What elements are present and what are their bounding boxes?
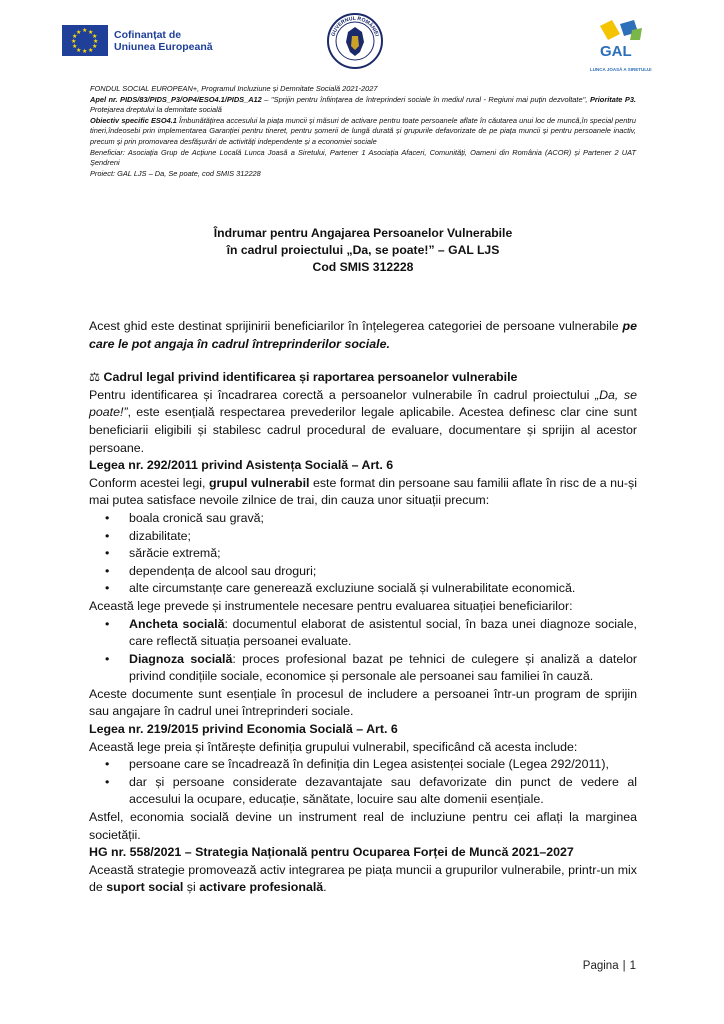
list-text: : proces profesional bazat pe tehnici de culegere și analiză a datelor privind condițiile sociale, economice și personale ale persoanei sau familiei în cauză. [129,651,637,684]
eu-logo-line2: Uniunea Europeană [114,40,213,53]
paragraph [89,387,637,457]
title-line3: Cod SMIS 312228 [312,260,414,274]
project-name: „Da, se poate!” [89,387,637,420]
document-body [89,318,637,897]
paragraph: Astfel, economia socială devine un instrument real de incluziune pentru cei aflați la marginea societății. [89,810,637,842]
list-text: : documentul elaborat de asistentul social, în baza unei diagnoze sociale, care reflectă situația persoanei evaluate. [129,616,637,649]
list-item: • dar și persoane considerate dezavantajate sau defavorizate din punct de vedere al accesului la ocupare, educație, sănătate, locuire sau alte domenii esențiale. [103,774,637,809]
paragraph [89,862,637,897]
list-item [103,651,637,686]
eu-logo-text [114,29,213,53]
page-label: Pagina [582,960,619,972]
intro-emphasis: pe care le pot angaja în cadrul întreprinderilor sociale. [89,319,637,351]
section-heading-law-292: Legea nr. 292/2011 privind Asistența Socială – Art. 6 [89,458,394,473]
funding-objective [90,116,636,148]
section-heading-legal: ⚖ Cadrul legal privind identificarea și raportarea persoanelor vulnerabile [89,370,518,385]
page-footer [583,960,636,972]
term-emphasis: activare profesională [199,880,324,895]
gal-logo-icon [590,18,646,60]
call-priority: Prioritate P3. [589,94,636,104]
gal-logo-subtext: LUNCA JOASĂ A SIRETULUI [590,67,652,72]
list-item: • dependența de alcool sau droguri; [103,563,637,581]
paragraph-text: . [323,880,327,895]
list-term: Ancheta socială [129,616,225,631]
funding-info [90,84,636,179]
paragraph: Această lege prevede și instrumentele necesare pentru evaluarea situației beneficiarilor: [89,598,573,613]
funding-line: FONDUL SOCIAL EUROPEAN+, Programul Incluziune și Demnitate Socială 2021-2027 [90,84,378,93]
paragraph [89,475,637,510]
paragraph: Aceste documente sunt esențiale în procesul de includere a persoanei într-un program de sprijin sau angajare în cadrul unei întreprinderi sociale. [89,686,637,719]
call-title: – ''Sprijin pentru înființarea de întreprinderi sociale în mediul rural - Regiuni mai puțin dezvoltate'', [261,94,590,104]
intro-paragraph [89,318,637,353]
page-number: 1 [629,960,636,972]
funding-beneficiary: Beneficiar: Asociația Grup de Acțiune Locală Lunca Joasă a Siretului, Partener 1 Asociația Afaceri, Comunități, Oameni din România (ACOR) și Partener 2 UAT Șendreni [90,147,636,168]
term-emphasis: grupul vulnerabil [208,475,310,490]
list-item: • sărăcie extremă; [103,545,637,563]
gal-logo-title: GAL [600,43,632,60]
eu-flag-icon: ★ ★ ★ ★ ★ ★ ★ ★ ★ ★ ★ ★ [62,25,108,56]
paragraph: Această lege preia și întărește definiția grupului vulnerabil, specificând că acesta include: [89,739,578,754]
list-item: • boala cronică sau gravă; [103,510,637,528]
call-priority-text: Protejarea dreptului la demnitate socială [90,105,222,115]
list-item: • dizabilitate; [103,528,637,546]
instruments-list [89,616,637,686]
document-title [90,225,636,276]
paragraph-text: este format din persoane sau familii aflate în risc de a nu-și mai putea satisface nevoile zilnice de trai, din cauza unor situații precum: [89,475,637,508]
list-item: • persoane care se încadrează în definiția din Legea asistenței sociale (Legea 292/2011), [103,756,637,774]
situations-list [89,510,637,598]
seal-text: GUVERNUL ROMÂNIEI [330,15,380,38]
funding-call [90,95,636,116]
list-item [103,616,637,651]
paragraph-text: , este esențială respectarea prevederilor legale aplicabile. Acestea definesc clar cine sunt beneficiarii eligibili și stabilesc cadrul procedural de evaluare, documentare și sprijin al acestor persoane. [89,405,637,455]
paragraph-text: Această strategie promovează activ integrarea pe piața muncii a grupurilor vulnerabile, printr-un mix de [89,862,637,895]
gal-logo [590,18,652,72]
title-line2: în cadrul proiectului „Da, se poate!” – GAL LJS [226,243,500,257]
title-line1: Îndrumar pentru Angajarea Persoanelor Vulnerabile [213,226,513,240]
section-heading-law-219: Legea nr. 219/2015 privind Economia Socială – Art. 6 [89,722,398,737]
funding-project: Proiect: GAL LJS – Da, Se poate, cod SMIS 312228 [90,168,261,178]
footer-separator: | [622,960,626,972]
objective-label: Obiectiv specific ESO4.1 [90,115,177,125]
objective-text: Îmbunătățirea accesului la piața muncii și măsuri de activare pentru toate persoanele aflate în căutarea unui loc de muncă,în special pentru tineri,îndeosebi prin implementarea Garanției pentru tineret, pentru șomerii de lungă durată și grupurile defavorizate de pe piața muncii și pentru persoanele inactiv, precum și prin promovarea desfășurări de activități independente și a economiei sociale [90,115,636,146]
list-term: Diagnoza socială [129,651,233,666]
intro-text: Acest ghid este destinat sprijinirii beneficiarilor în înțelegerea categoriei de persoane vulnerabile [89,319,623,333]
includes-list [89,756,637,809]
paragraph-text: Conform acestei legi, [89,475,209,490]
paragraph-text: și [183,880,200,895]
government-seal-icon [326,10,384,72]
section-heading-hg-558: HG nr. 558/2021 – Strategia Națională pentru Ocuparea Forței de Muncă 2021–2027 [89,845,574,860]
call-number: Apel nr. PIDS/83/PIDS_P3/OP4/ESO4.1/PIDS_A12 [90,94,262,104]
eu-cofunding-logo [62,25,213,56]
list-item: • alte circumstanțe care generează excluziune socială și vulnerabilitate economică. [103,580,637,598]
paragraph-text: Pentru identificarea și încadrarea corectă a persoanelor vulnerabile în cadrul proiectului [89,387,595,402]
eu-logo-line1: Cofinanțat de [114,28,182,41]
term-emphasis: suport social [106,880,184,895]
